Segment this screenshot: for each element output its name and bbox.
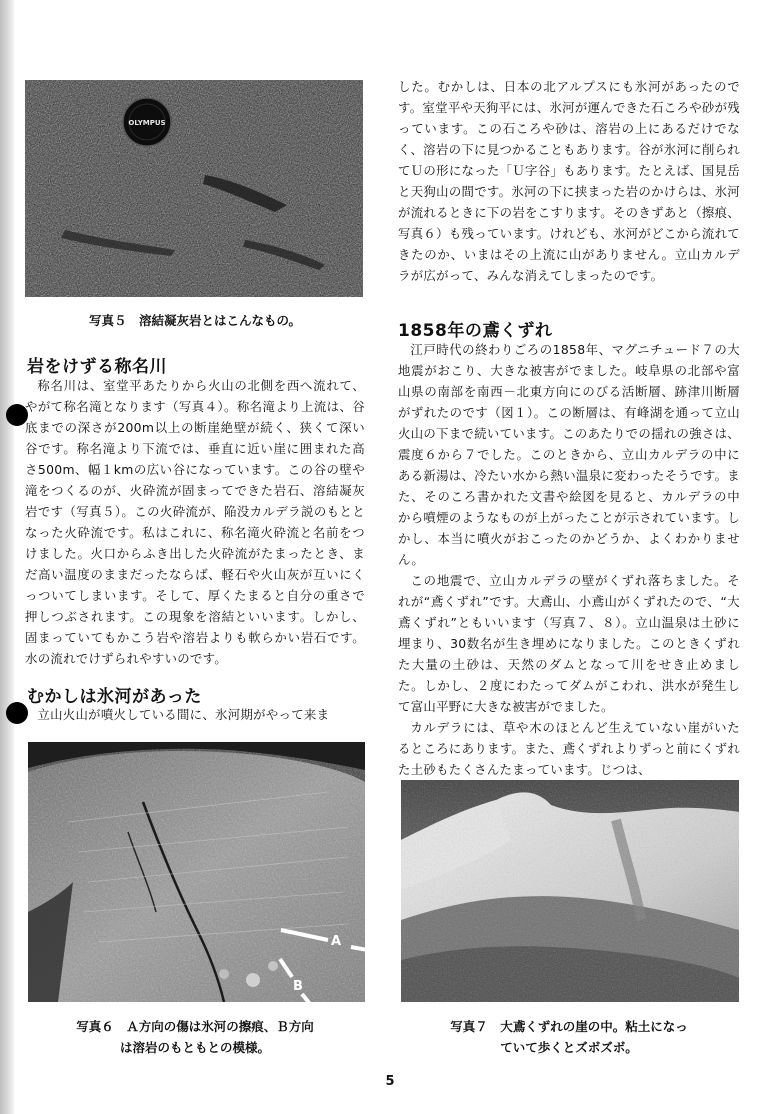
section-body-tonbi-kuzure — [398, 339, 740, 780]
section-body-glacier — [25, 704, 365, 725]
paragraph: 立山火山が噴火している間に、氷河期がやって来ま — [37, 707, 330, 722]
caption-line: は溶岩のもともとの模様。 — [119, 1040, 270, 1055]
photo-7-caption — [398, 1016, 740, 1058]
lens-cap-brand: OLYMPUS — [128, 119, 166, 127]
section-heading-glacier: むかしは氷河があった — [27, 687, 202, 707]
section-body-shomyo-river — [25, 375, 365, 669]
photo-6-caption — [25, 1016, 365, 1058]
photo-5-welded-tuff — [25, 80, 363, 297]
paragraph: この地震で、立山カルデラの壁がくずれ落ちました。それが“鳶くずれ”です。大鳶山、小鳶山がくずれたので、“大鳶くずれ”ともいいます（写真７、８）。立山温泉は土砂に埋まり、30数名が生き埋めになりました。このときくずれた大量の土砂は、天然のダムとなって川をせき止めました。しかし、２度にわたってダムがこわれ、洪水が発生して富山平野に大きな被害がでました。 — [398, 573, 740, 714]
photo-5-caption: 写真５ 溶結凝灰岩とはこんなもの。 — [88, 313, 301, 328]
caption-line: 写真７ 大鳶くずれの崖の中。粘土になっ — [450, 1019, 688, 1034]
paragraph: カルデラには、草や木のほとんど生えていない崖がいたるところにあります。また、鳶くずれよりずっと前にくずれた土砂もたくさんたまっています。じつは、 — [398, 720, 740, 777]
direction-b-label: B — [293, 979, 303, 994]
photo-6-glacial-striations — [28, 742, 365, 1002]
glacier-continued-body — [398, 76, 740, 286]
paragraph: 江戸時代の終わりごろの1858年、マグニチュード７の大地震がおこり、大きな被害がでました。岐阜県の北部や富山県の南部を南西－北東方向にのびる活断層、跡津川断層がずれたのです（図１）。この断層は、有峰湖を通って立山火山の下まで続いています。このあたりでの揺れの強さは、震度６から７でした。このときから、立山カルデラの中にある新湯は、冷たい水から熱い温泉に変わったそうです。また、そのころ書かれた文書や絵図を見ると、カルデラの中から噴煙のようなものが上がったことが示されています。しかし、本当に噴火がおこったのかどうか、よくわかりません。 — [398, 342, 740, 567]
section-heading-shomyo-river: 岩をけずる称名川 — [27, 357, 167, 377]
caption-line: ていて歩くとズボズボ。 — [500, 1040, 638, 1055]
photo-7-landslide-cliff — [401, 780, 739, 1002]
caption-line: 写真６ Ａ方向の傷は氷河の擦痕、Ｂ方向 — [76, 1019, 314, 1034]
paragraph: 称名川は、室堂平あたりから火山の北側を西へ流れて、やがて称名滝となります（写真４）。称名滝より上流は、谷底までの深さが200m以上の断崖絶壁が続く、狭くて深い谷です。称名滝より下流では、垂直に近い崖に囲まれた高さ500m、幅１kmの広い谷になっています。この谷の壁や滝をつくるのが、火砕流が固まってできた岩石、溶結凝灰岩です（写真５）。この火砕流が、陥没カルデラ説のもととなった火砕流です。私はこれに、称名滝火砕流と名前をつけました。火口からふき出した火砕流がたまったとき、まだ高い温度のままだったならば、軽石や火山灰が互いにくっついてしまいます。そして、厚くたまると自分の重さで押しつぶされます。この現象を溶結といいます。しかし、固まっていてもかこう岩や溶岩よりも軟らかい岩石です。水の流れでけずられやすいのです。 — [25, 378, 365, 666]
page-number: 5 — [385, 1074, 395, 1089]
paragraph: した。むかしは、日本の北アルプスにも氷河があったのです。室堂平や天狗平には、氷河が運んできた石ころや砂が残っています。この石ころや砂は、溶岩の上にあるだけでなく、溶岩の下に見つかることもあります。谷が氷河に削られてＵの形になった「Ｕ字谷」もあります。たとえば、国見岳と天狗山の間です。氷河の下に挟まった岩のかけらは、氷河が流れるときに下の岩をこすります。そのきずあと（擦痕、写真６）も残っています。けれども、氷河がどこから流れてきたのか、いまはその上流に山がありません。立山カルデラが広がって、みんな消えてしまったのです。 — [398, 79, 740, 283]
direction-a-label: A — [331, 934, 342, 949]
page-binding-edge — [0, 0, 14, 1114]
section-heading-tonbi-kuzure: 1858年の鳶くずれ — [398, 321, 553, 341]
camera-lens-cap-icon — [123, 98, 171, 146]
